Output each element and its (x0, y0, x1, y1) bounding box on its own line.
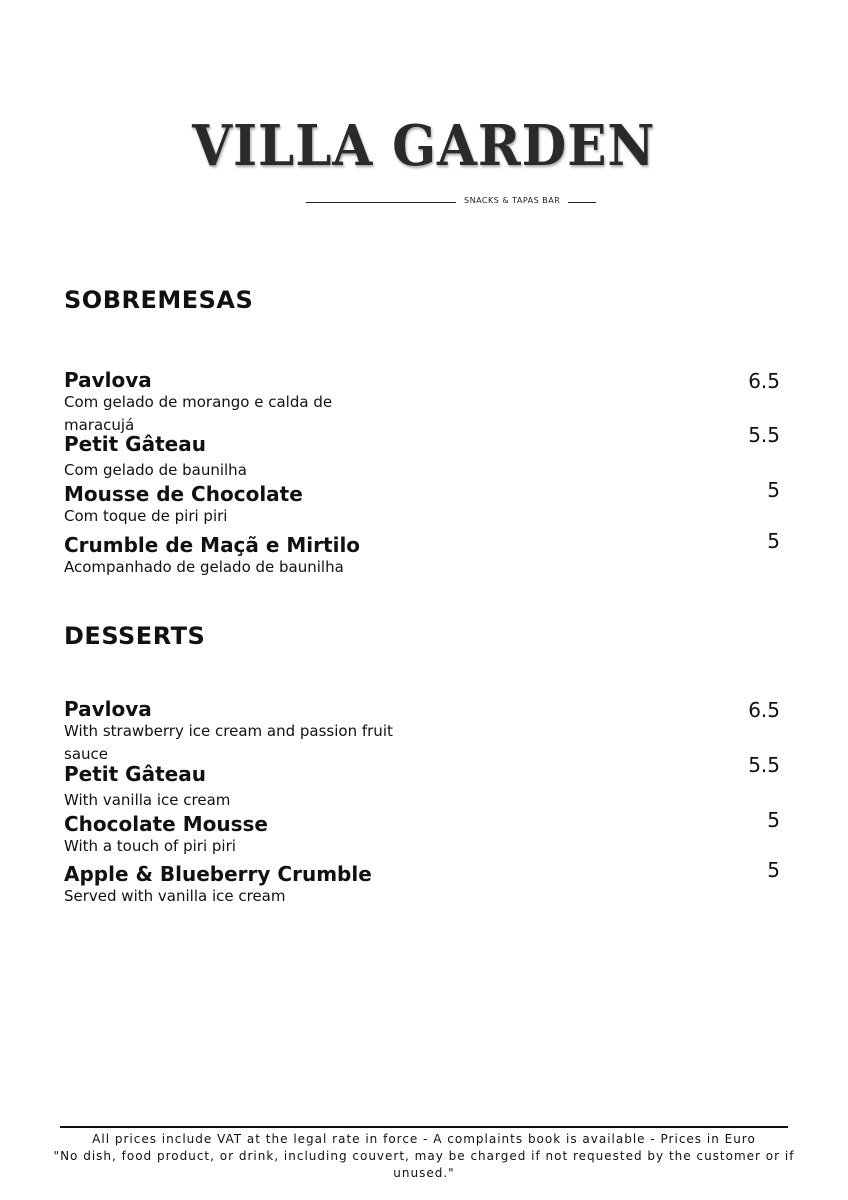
item-name: Pavlova (64, 368, 152, 392)
logo-subtitle: SNACKS & TAPAS BAR (464, 196, 561, 205)
item-description: With strawberry ice cream and passion fruit sauce (64, 722, 393, 763)
logo-title: VILLA GARDEN (192, 113, 656, 179)
item-description: Com gelado de baunilha (64, 461, 247, 479)
item-name: Apple & Blueberry Crumble (64, 862, 372, 886)
menu-item (64, 753, 780, 812)
item-name: Mousse de Chocolate (64, 482, 303, 506)
item-price: 5.5 (748, 423, 780, 447)
item-description: Com gelado de morango e calda de maracujá (64, 393, 333, 434)
footer (30, 1131, 818, 1182)
section-title-sobremesas: SOBREMESAS (64, 286, 254, 314)
item-description: Served with vanilla ice cream (64, 887, 286, 905)
item-price: 5 (767, 858, 780, 882)
item-price: 6.5 (748, 369, 780, 393)
item-description: Acompanhado de gelado de baunilha (64, 558, 344, 576)
footer-line-couvert: "No dish, food product, or drink, including couvert, may be charged if not requested by the customer or if unused." (53, 1149, 795, 1180)
item-description: With vanilla ice cream (64, 791, 231, 809)
item-price: 6.5 (748, 698, 780, 722)
menu-item (64, 529, 780, 579)
logo-rule-left (306, 202, 456, 203)
logo-subtitle-row (306, 196, 596, 208)
section-title-desserts: DESSERTS (64, 622, 206, 650)
item-description: Com toque de piri piri (64, 507, 228, 525)
footer-divider (60, 1126, 788, 1128)
item-price: 5 (767, 478, 780, 502)
item-price: 5 (767, 808, 780, 832)
menu-item (64, 478, 780, 528)
footer-line-vat: All prices include VAT at the legal rate in force - A complaints book is available - Prices in Euro (92, 1132, 756, 1146)
item-description: With a touch of piri piri (64, 837, 236, 855)
menu-item (64, 423, 780, 482)
item-name: Petit Gâteau (64, 762, 206, 786)
item-price: 5.5 (748, 753, 780, 777)
menu-item (64, 858, 780, 908)
logo (0, 113, 848, 205)
logo-rule-right (568, 202, 596, 203)
item-name: Crumble de Maçã e Mirtilo (64, 533, 361, 557)
item-name: Pavlova (64, 697, 152, 721)
menu-item (64, 698, 780, 766)
item-price: 5 (767, 529, 780, 553)
menu-item (64, 808, 780, 858)
menu-item (64, 369, 780, 437)
item-name: Chocolate Mousse (64, 812, 268, 836)
item-name: Petit Gâteau (64, 432, 206, 456)
